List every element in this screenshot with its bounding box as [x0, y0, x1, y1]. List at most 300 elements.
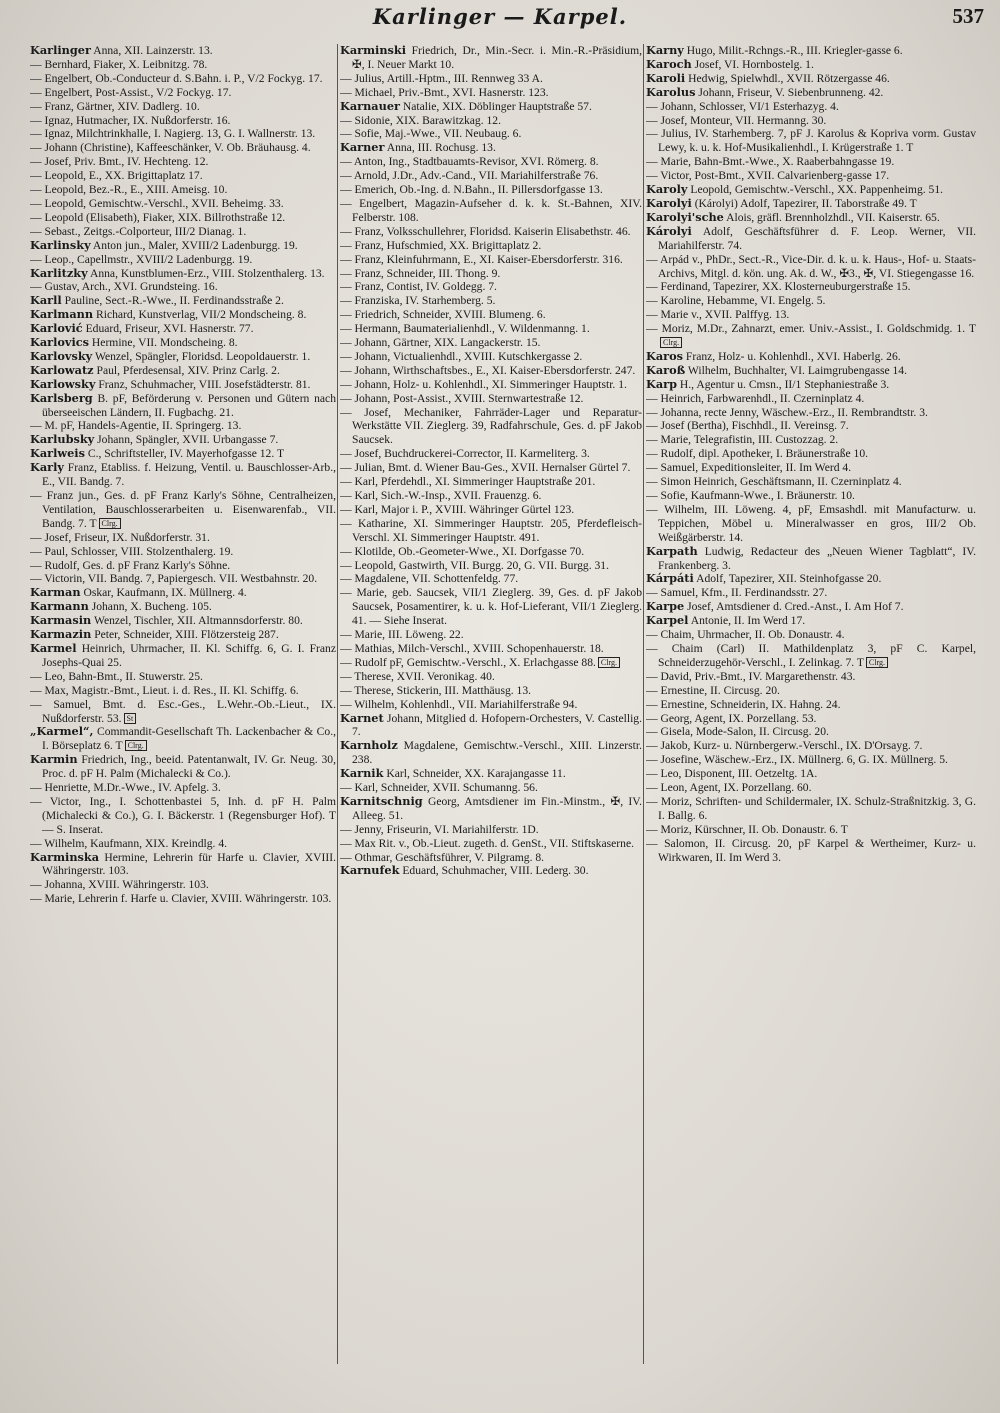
entry-details: Franz, Holz- u. Kohlenhdl., XVI. Haberlg. 26. [685, 349, 901, 363]
directory-entry [646, 253, 976, 281]
entry-details: — Sebast., Zeitgs.-Colporteur, III/2 Dianag. 1. [30, 224, 247, 238]
entry-details: — Franz, Contist, IV. Goldegg. 7. [340, 280, 497, 294]
entry-details: — Rudolf pF, Gemischtw.-Verschl., X. Erlachgasse 88. [340, 655, 596, 669]
entry-details: — Gisela, Mode-Salon, II. Circusg. 20. [646, 725, 829, 739]
directory-entry [646, 183, 976, 197]
entry-surname: Karny [646, 44, 684, 57]
directory-entry [30, 586, 336, 600]
entry-details: Johann, Friseur, V. Siebenbrunneng. 42. [698, 85, 884, 99]
entry-surname: Karnauer [340, 98, 400, 113]
entry-details: — Ernestine, II. Circusg. 20. [646, 683, 780, 697]
entry-details: — Rudolf, dipl. Apotheker, I. Bräunerstraße 10. [646, 447, 869, 461]
directory-entry [30, 72, 336, 86]
directory-entry [340, 656, 642, 670]
entry-details: — Franz, Gärtner, XIV. Dadlerg. 10. [30, 99, 200, 113]
clearing-badge: Clrg. [598, 657, 620, 668]
directory-entry [646, 545, 976, 573]
directory-entry [646, 378, 976, 392]
entry-details: — Chaim, Uhrmacher, II. Ob. Donaustr. 4. [646, 628, 845, 642]
entry-details: — Victor, Ing., I. Schottenbastei 5, Inh. d. pF H. Palm (Michalecki & Co.), G. I. Bäckerstr. 1 (Regensburger Hof). T — S. Inserat. [30, 794, 336, 836]
directory-entry [30, 878, 336, 892]
directory-entry [30, 698, 336, 726]
directory-entry [30, 336, 336, 350]
entry-details: Friedrich, Ing., beeid. Patentanwalt, IV. Gr. Neug. 30, Proc. d. pF H. Palm (Michalecki & Co.). [42, 753, 336, 781]
directory-entry [646, 767, 976, 781]
entry-details: — Leopold, Gemischtw.-Verschl., XVII. Beheimg. 33. [30, 196, 284, 210]
entry-surname: Karminski [340, 44, 407, 57]
entry-details: — Josef, Monteur, VII. Hermanng. 30. [646, 113, 827, 127]
directory-entry [646, 350, 976, 364]
directory-entry [30, 628, 336, 642]
entry-details: — Josef, Buchdruckerei-Corrector, II. Karmeliterg. 3. [340, 447, 590, 461]
clearing-badge: Clrg. [99, 518, 121, 529]
entry-details: Pauline, Sect.-R.-Wwe., II. Ferdinandsstraße 2. [64, 294, 284, 308]
entry-details: — Johann, Holz- u. Kohlenhdl., XI. Simmeringer Hauptstr. 1. [340, 377, 627, 391]
entry-surname: Karlsberg [30, 390, 93, 405]
directory-entry [646, 197, 976, 211]
entry-details: Wenzel, Spängler, Floridsd. Leopoldauerstr. 1. [94, 349, 311, 363]
entry-surname: „Karmel“, [30, 724, 94, 739]
entry-details: Franz, Schuhmacher, VIII. Josefstädterstr. 81. [98, 377, 311, 391]
entry-details: — Victor, Post-Bmt., XVII. Calvarienberg-gasse 17. [646, 169, 890, 183]
directory-entry [646, 58, 976, 72]
entry-surname: Karlitzky [30, 265, 88, 280]
entry-details: — Marie, III. Löweng. 22. [340, 628, 464, 642]
entry-details: Johann, Spängler, XVII. Urbangasse 7. [97, 433, 279, 447]
entry-surname: Karner [340, 140, 385, 155]
entry-details: — Marie, Lehrerin f. Harfe u. Clavier, XVIII. Währingerstr. 103. [30, 892, 332, 906]
entry-details: Wilhelm, Buchhalter, VI. Laimgrubengasse 14. [687, 363, 908, 377]
entry-surname: Karoß [646, 362, 686, 377]
entry-details: Magdalene, Gemischtw.-Verschl., XIII. Linzerstr. 238. [352, 739, 642, 767]
directory-entry [30, 392, 336, 420]
column-divider [643, 44, 644, 1364]
entry-details: — Johann (Christine), Kaffeeschänker, V. Ob. Bräuhausg. 4. [30, 141, 311, 155]
directory-entry [340, 461, 642, 475]
directory-entry [340, 781, 642, 795]
directory-entry [30, 127, 336, 141]
entry-surname: Karp [646, 376, 677, 391]
entry-details: — Samuel, Bmt. d. Esc.-Ges., L.Wehr.-Ob.-Lieut., IX. Nußdorferstr. 53. [30, 697, 336, 725]
directory-entry [646, 586, 976, 600]
directory-entry [340, 545, 642, 559]
entry-details: — Leopold, Gastwirth, VII. Burgg. 20, G. VII. Burgg. 31. [340, 558, 610, 572]
entry-details: — Josef, Priv. Bmt., IV. Hechteng. 12. [30, 155, 209, 169]
directory-entry [30, 447, 336, 461]
entry-details: — Therese, Stickerin, III. Matthäusg. 13. [340, 683, 532, 697]
directory-entry [646, 600, 976, 614]
directory-entry [646, 86, 976, 100]
clearing-badge: Clrg. [125, 740, 147, 751]
clearing-badge: Clrg. [660, 337, 682, 348]
directory-entry [30, 600, 336, 614]
directory-entry [30, 155, 336, 169]
entry-details: Hermine, VII. Mondscheing. 8. [91, 336, 238, 350]
entry-surname: Karos [646, 348, 683, 363]
entry-details: Antonie, II. Im Werd 17. [690, 614, 806, 628]
entry-details: — Wilhelm, III. Löweng. 4, pF, Emsashdl. mit Manufacturw. u. Teppichen, Möbel u. Mineralwasser en gros, III/2 Ob. Weißgärberstr. 14. [646, 502, 976, 544]
directory-entry [646, 823, 976, 837]
directory-entry [30, 86, 336, 100]
entry-details: — Ignaz, Milchtrinkhalle, I. Nagierg. 13, G. I. Wallnerstr. 13. [30, 127, 316, 141]
directory-entry [646, 308, 976, 322]
directory-entry [646, 475, 976, 489]
directory-entry [340, 197, 642, 225]
entry-details: Alois, gräfl. Brennholzhdl., VII. Kaiserstr. 65. [726, 210, 940, 224]
directory-entry [30, 141, 336, 155]
entry-details: — Johann, Victualienhdl., XVIII. Kutschkergasse 2. [340, 349, 583, 363]
directory-entry [340, 712, 642, 740]
entry-details: — Jenny, Friseurin, VI. Mariahilferstr. 1D. [340, 822, 539, 836]
directory-entry [646, 614, 976, 628]
entry-details: Josef, VI. Hornbostelg. 1. [694, 57, 814, 71]
clearing-badge: St [124, 713, 137, 724]
entry-details: — Moriz, Kürschner, II. Ob. Donaustr. 6. T [646, 822, 848, 836]
entry-details: — M. pF, Handels-Agentie, II. Springerg. 13. [30, 419, 242, 433]
directory-entry [646, 447, 976, 461]
entry-details: — Hermann, Baumaterialienhdl., V. Wildenmanng. 1. [340, 322, 590, 336]
directory-entry [30, 58, 336, 72]
directory-column-1 [30, 44, 336, 1406]
directory-entry [646, 127, 976, 155]
directory-entry [340, 489, 642, 503]
entry-details: — Leo, Bahn-Bmt., II. Stuwerstr. 25. [30, 669, 203, 683]
directory-entry [30, 197, 336, 211]
entry-details: Anna, XII. Lainzerstr. 13. [93, 44, 213, 57]
directory-entry [646, 419, 976, 433]
entry-surname: Karoly [646, 182, 688, 197]
directory-entry [340, 72, 642, 86]
entry-details: — Paul, Schlosser, VIII. Stolzenthalerg. 19. [30, 544, 234, 558]
entry-details: Josef, Amtsdiener d. Cred.-Anst., I. Am Hof 7. [687, 600, 904, 614]
entry-details: — Ferdinand, Tapezirer, XX. Klosterneuburgerstraße 15. [646, 280, 911, 294]
entry-surname: Karolus [646, 84, 696, 99]
entry-surname: Karman [30, 585, 81, 600]
entry-surname: Karlubsky [30, 432, 95, 447]
directory-entry [646, 837, 976, 865]
directory-entry [30, 753, 336, 781]
directory-entry [340, 475, 642, 489]
entry-details: Karl, Schneider, XX. Karajangasse 11. [386, 767, 566, 781]
entry-details: — Karl, Sich.-W.-Insp., XVII. Frauenzg. 6. [340, 489, 542, 502]
directory-entry [340, 739, 642, 767]
entry-details: — Johann, Schlosser, VI/1 Esterhazyg. 4. [646, 99, 839, 113]
entry-details: Wenzel, Tischler, XII. Altmannsdorferstr. 80. [93, 614, 303, 628]
directory-entry [340, 517, 642, 545]
entry-details: — Katharine, XI. Simmeringer Hauptstr. 205, Pferdefleisch-Verschl. XI. Simmeringer Hauptstr. 491. [340, 516, 642, 544]
directory-entry [30, 211, 336, 225]
directory-entry [646, 670, 976, 684]
entry-details: — Johanna, XVIII. Währingerstr. 103. [30, 878, 209, 892]
entry-details: — Max Rit. v., Ob.-Lieut. zugeth. d. GenSt., VII. Stiftskaserne. [340, 836, 634, 850]
directory-entry [646, 44, 976, 58]
directory-entry [30, 322, 336, 336]
directory-entry [340, 670, 642, 684]
entry-details: Adolf, Geschäftsführer d. F. Leop. Werner, VII. Mariahilferstr. 74. [658, 224, 976, 252]
directory-entry [646, 406, 976, 420]
directory-entry [340, 239, 642, 253]
entry-surname: Karlowsky [30, 376, 96, 391]
directory-entry [340, 684, 642, 698]
entry-surname: Karpe [646, 599, 685, 614]
directory-entry [30, 670, 336, 684]
directory-entry [340, 350, 642, 364]
entry-details: — Othmar, Geschäftsführer, V. Pilgramg. 8. [340, 850, 545, 864]
entry-surname: Karnufek [340, 863, 400, 878]
entry-surname: Karlweis [30, 446, 85, 461]
directory-entry [646, 322, 976, 350]
directory-entry [646, 489, 976, 503]
directory-entry [30, 545, 336, 559]
entry-surname: Karlovsky [30, 348, 93, 363]
directory-entry [646, 280, 976, 294]
entry-details: — Anton, Ing., Stadtbauamts-Revisor, XVI. Römerg. 8. [340, 155, 599, 169]
entry-details: — Johann, Wirthschaftsbes., E., XI. Kaiser-Ebersdorferstr. 247. [340, 363, 636, 377]
entry-details: — Karl, Schneider, XVII. Schumanng. 56. [340, 781, 538, 795]
directory-entry [340, 169, 642, 183]
directory-entry [30, 795, 336, 837]
entry-surname: Karlmann [30, 307, 94, 322]
entry-details: — Moriz, Schriften- und Schildermaler, IX. Schulz-Straßnitzkig. 3, G. I. Ballg. 6. [646, 794, 976, 822]
entry-details: Hermine, Lehrerin für Harfe u. Clavier, XVIII. Währingerstr. 103. [42, 850, 336, 878]
entry-surname: Karlinsky [30, 237, 91, 252]
entry-details: — Salomon, II. Circusg. 20, pF Karpel & Wertheimer, Kurz- u. Wirkwaren, II. Im Werd 3. [646, 836, 976, 864]
directory-entry [340, 86, 642, 100]
directory-entry [30, 531, 336, 545]
entry-details: Hugo, Milit.-Rchngs.-R., III. Kriegler-gasse 6. [686, 44, 903, 57]
entry-details: — Franz, Schneider, III. Thong. 9. [340, 266, 501, 280]
entry-surname: Karmasin [30, 613, 92, 628]
entry-surname: Karnet [340, 710, 384, 725]
directory-entry [646, 433, 976, 447]
entry-details: — Josefine, Wäschew.-Erz., IX. Müllnerg. 6, G. IX. Müllnerg. 5. [646, 753, 948, 767]
directory-entry [340, 503, 642, 517]
entry-details: — Samuel, Kfm., II. Ferdinandsstr. 27. [646, 586, 828, 600]
directory-entry [340, 628, 642, 642]
entry-details: — Heinrich, Farbwarenhdl., II. Czerninplatz 4. [646, 391, 865, 405]
entry-details: — Marie, geb. Saucsek, VII/1 Zieglerg. 39, Ges. d. pF Jakob Saucsek, Posamentirer, k. u. k. Hof-Lieferant, VII/1 Zieglerg. 41. — Siehe Inserat. [340, 586, 642, 628]
directory-entry [340, 851, 642, 865]
page-number: 537 [952, 4, 984, 28]
directory-entry [30, 892, 336, 906]
clearing-badge: Clrg. [866, 657, 888, 668]
entry-details: Paul, Pferdesensal, XIV. Prinz Carlg. 2. [96, 363, 280, 377]
directory-entry [646, 739, 976, 753]
entry-details: — Victorin, VII. Bandg. 7, Papiergesch. VII. Westbahnstr. 20. [30, 572, 318, 586]
entry-details: — Gustav, Arch., XVI. Grundsteing. 16. [30, 280, 218, 294]
entry-details: — Simon Heinrich, Geschäftsmann, II. Czerninplatz 4. [646, 475, 902, 489]
directory-entry [30, 433, 336, 447]
entry-surname: Karll [30, 293, 62, 308]
directory-entry [30, 267, 336, 281]
directory-entry [340, 155, 642, 169]
directory-entry [30, 294, 336, 308]
entry-details: Leopold, Gemischtw.-Verschl., XX. Pappenheimg. 51. [690, 183, 944, 197]
entry-details: — Julius, Artill.-Hptm., III. Rennweg 33 A. [340, 71, 543, 85]
directory-entry [646, 712, 976, 726]
directory-entry [30, 614, 336, 628]
directory-entry [646, 225, 976, 253]
directory-entry [30, 572, 336, 586]
entry-surname: Karpath [646, 543, 698, 558]
directory-entry [340, 336, 642, 350]
entry-surname: Karlowatz [30, 362, 94, 377]
entry-details: Heinrich, Uhrmacher, II. Kl. Schiffg. 6, G. I. Franz Josephs-Quai 25. [42, 641, 336, 669]
entry-surname: Karoli [646, 70, 686, 85]
directory-entry [340, 572, 642, 586]
directory-entry [340, 141, 642, 155]
entry-details: — Leon, Agent, IX. Porzellang. 60. [646, 781, 812, 795]
entry-details: Richard, Kunstverlag, VII/2 Mondscheing. 8. [96, 308, 307, 322]
entry-details: Eduard, Schuhmacher, VIII. Lederg. 30. [402, 864, 589, 878]
entry-details: — Julius, IV. Starhemberg. 7, pF J. Karolus & Kopriva vorm. Gustav Lewy, k. u. k. Hof-Musikalienhdl., I. Krügerstraße 1. T [646, 127, 976, 155]
entry-details: — Franz, Kleinfuhrmann, E., XI. Kaiser-Ebersdorferstr. 316. [340, 252, 623, 266]
directory-entry [30, 419, 336, 433]
entry-details: — Julian, Bmt. d. Wiener Bau-Ges., XVII. Hernalser Gürtel 7. [340, 461, 631, 475]
entry-details: — Josef (Bertha), Fischhdl., II. Vereinsg. 7. [646, 419, 849, 433]
entry-details: — Friedrich, Schneider, XVIII. Blumeng. 6. [340, 308, 546, 322]
entry-details: — Michael, Priv.-Bmt., XVI. Hasnerstr. 123. [340, 85, 549, 99]
entry-surname: Karly [30, 460, 64, 475]
entry-details: — Karl, Pferdehdl., XI. Simmeringer Hauptstraße 201. [340, 475, 596, 489]
entry-details: — Therese, XVII. Veronikag. 40. [340, 669, 495, 683]
directory-entry [646, 114, 976, 128]
directory-entry [646, 503, 976, 545]
directory-entry [646, 169, 976, 183]
entry-surname: Károlyi [646, 223, 692, 238]
directory-entry [646, 753, 976, 767]
directory-entry [30, 100, 336, 114]
directory-entry [340, 100, 642, 114]
directory-entry [30, 378, 336, 392]
entry-details: — Engelbert, Magazin-Aufseher d. k. k. St.-Bahnen, XIV. Felberstr. 108. [340, 196, 642, 224]
entry-details: — Sidonie, XIX. Barawitzkag. 12. [340, 113, 501, 127]
directory-entry [30, 364, 336, 378]
entry-details: — Josef, Friseur, IX. Nußdorferstr. 31. [30, 530, 210, 544]
entry-details: — Rudolf, Ges. d. pF Franz Karly's Söhne. [30, 558, 231, 572]
entry-details: — Johanna, recte Jenny, Wäschew.-Erz., II. Rembrandtstr. 3. [646, 405, 928, 419]
directory-entry [30, 114, 336, 128]
directory-entry [340, 322, 642, 336]
directory-entry [340, 447, 642, 461]
entry-details: (Károlyi) Adolf, Tapezirer, II. Taborstraße 49. T [694, 196, 917, 210]
entry-surname: Karoch [646, 56, 692, 71]
entry-details: — Klotilde, Ob.-Geometer-Wwe., XI. Dorfgasse 70. [340, 544, 585, 558]
entry-details: Peter, Schneider, XIII. Flötzersteig 287. [94, 628, 279, 642]
directory-entry [30, 253, 336, 267]
entry-details: Franz, Etabliss. f. Heizung, Ventil. u. Bauschlosser-Arb., E., VII. Bandg. 7. [42, 461, 336, 489]
directory-entry [30, 280, 336, 294]
entry-details: — Emerich, Ob.-Ing. d. N.Bahn., II. Pillersdorfgasse 13. [340, 183, 603, 197]
column-divider [337, 44, 338, 1364]
directory-entry [30, 781, 336, 795]
entry-details: — Georg, Agent, IX. Porzellang. 53. [646, 711, 817, 725]
directory-entry [30, 837, 336, 851]
entry-details: — Josef, Mechaniker, Fahrräder-Lager und Reparatur-Werkstätte VII. Zieglerg. 39, Radfahrschule, Ges. d. pF Jakob Saucsek. [340, 405, 642, 447]
entry-details: — Jakob, Kurz- u. Nürnbergerw.-Verschl., IX. D'Orsayg. 7. [646, 739, 923, 753]
directory-entry [646, 72, 976, 86]
entry-details: — Wilhelm, Kohlenhdl., VII. Mariahilferstraße 94. [340, 697, 578, 711]
entry-details: — Marie v., XVII. Palffyg. 13. [646, 308, 790, 322]
entry-details: Commandit-Gesellschaft Th. Lackenbacher & Co., I. Börseplatz 6. T [42, 725, 336, 753]
entry-surname: Karolyi'sche [646, 209, 724, 224]
entry-surname: Karmin [30, 752, 78, 767]
directory-entry [340, 280, 642, 294]
entry-details: H., Agentur u. Cmsn., II/1 Stephaniestraße 3. [679, 377, 890, 391]
entry-surname: Karminska [30, 849, 100, 864]
directory-entry [646, 628, 976, 642]
entry-details: B. pF, Beförderung v. Personen und Gütern nach überseeischen Ländern, II. Fugbachg. 21. [42, 391, 336, 419]
entry-details: — Johann, Post-Assist., XVIII. Sternwartestraße 12. [340, 391, 584, 405]
entry-surname: Karmazin [30, 627, 92, 642]
directory-entry [30, 461, 336, 489]
directory-entry [340, 864, 642, 878]
entry-details: — Karoline, Hebamme, VI. Engelg. 5. [646, 294, 826, 308]
directory-entry [30, 239, 336, 253]
directory-entry [646, 155, 976, 169]
directory-entry [340, 253, 642, 267]
entry-details: Friedrich, Dr., Min.-Secr. i. Min.-R.-Präsidium, ✠, I. Neuer Markt 10. [352, 44, 642, 71]
directory-entry [340, 392, 642, 406]
directory-entry [646, 795, 976, 823]
directory-entry [646, 781, 976, 795]
directory-entry [340, 308, 642, 322]
entry-details: — Samuel, Expeditionsleiter, II. Im Werd 4. [646, 461, 852, 475]
entry-details: — Marie, Telegrafistin, III. Custozzag. 2. [646, 433, 839, 447]
directory-entry [30, 851, 336, 879]
entry-details: — Arpád v., PhDr., Sect.-R., Vice-Dir. d. k. u. k. Haus-, Hof- u. Staats-Archivs, Mitgl. d. kön. ung. Ak. d. W., ✠3., ✠, VI. Stiegengasse 16. [646, 252, 976, 280]
directory-entry [646, 725, 976, 739]
directory-entry [646, 572, 976, 586]
directory-entry [646, 642, 976, 670]
directory-entry [340, 795, 642, 823]
entry-details: — Karl, Major i. P., XVIII. Währinger Gürtel 123. [340, 502, 575, 516]
entry-details: — Magdalene, VII. Schottenfeldg. 77. [340, 572, 519, 586]
entry-details: — Wilhelm, Kaufmann, XIX. Kreindlg. 4. [30, 836, 228, 850]
directory-entry [340, 559, 642, 573]
entry-details: Hedwig, Spielwhdl., XVII. Rötzergasse 46. [688, 71, 890, 85]
entry-details: — Moriz, M.Dr., Zahnarzt, emer. Univ.-Assist., I. Goldschmidg. 1. T [646, 322, 976, 336]
directory-entry [340, 823, 642, 837]
directory-column-2 [340, 44, 642, 1406]
entry-surname: Karolyi [646, 195, 692, 210]
entry-details: — Leop., Capellmstr., XVIII/2 Ladenburgg. 19. [30, 252, 253, 266]
directory-entry [646, 684, 976, 698]
entry-details: — Ernestine, Schneiderin, IX. Hahng. 24. [646, 697, 841, 711]
directory-entry [30, 684, 336, 698]
directory-entry [340, 127, 642, 141]
directory-entry [30, 44, 336, 58]
entry-details: — Chaim (Carl) II. Mathildenplatz 3, pF C. Karpel, Schneiderzugehör-Verschl., I. Zelinkag. 7. T [646, 641, 976, 669]
directory-entry [30, 350, 336, 364]
directory-entry [340, 406, 642, 448]
entry-surname: Karnitschnig [340, 793, 423, 808]
directory-entry [340, 837, 642, 851]
entry-details: — Franz, Hufschmied, XX. Brigittaplatz 2. [340, 238, 542, 252]
entry-details: — Leopold (Elisabeth), Fiaker, XIX. Billrothstraße 12. [30, 210, 286, 224]
directory-entry [646, 294, 976, 308]
directory-entry [30, 169, 336, 183]
entry-surname: Karmel [30, 640, 77, 655]
directory-entry [30, 225, 336, 239]
entry-details: Eduard, Friseur, XVI. Hasnerstr. 77. [85, 322, 254, 336]
entry-details: Anton jun., Maler, XVIII/2 Ladenburgg. 19. [92, 238, 298, 252]
entry-surname: Karpel [646, 613, 689, 628]
directory-entry [646, 100, 976, 114]
entry-details: — Marie, Bahn-Bmt.-Wwe., X. Raaberbahngasse 19. [646, 155, 895, 169]
entry-details: — Franziska, IV. Starhemberg. 5. [340, 294, 496, 308]
entry-details: — Franz jun., Ges. d. pF Franz Karly's Söhne, Centralheizen, Ventilation, Bauschlosserarbeiten u. Eisenwarenfab., VII. Bandg. 7. T [30, 489, 336, 530]
